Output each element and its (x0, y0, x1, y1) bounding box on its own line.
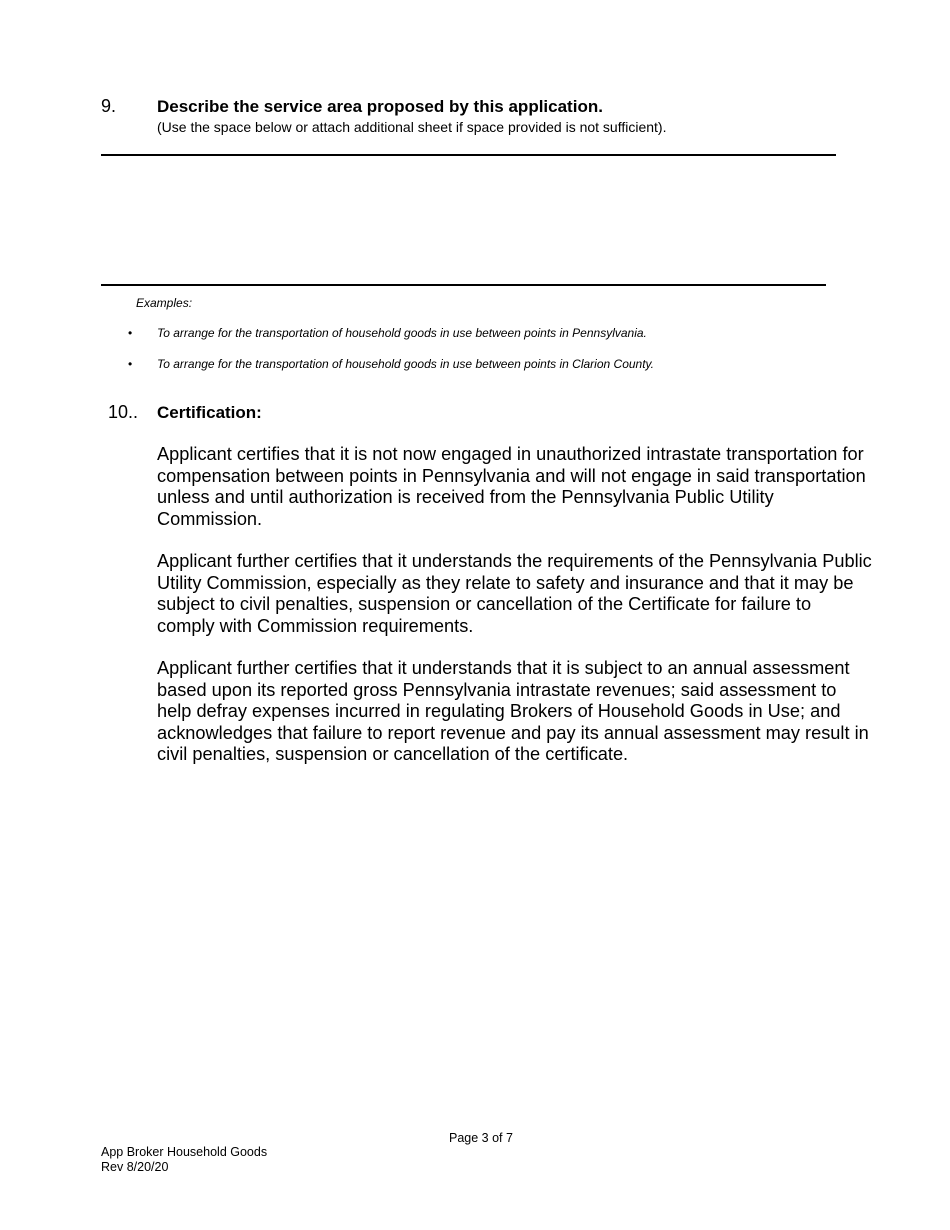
section-9-number: 9. (101, 96, 117, 116)
form-name: App Broker Household Goods (101, 1145, 268, 1159)
example-item (128, 326, 647, 340)
bullet-icon: • (128, 357, 133, 371)
section-9-heading: Describe the service area proposed by this application. (157, 97, 603, 116)
section-10-heading: Certification: (157, 403, 262, 422)
example-text: To arrange for the transportation of household goods in use between points in Pennsylvania. (157, 326, 647, 340)
example-text: To arrange for the transportation of household goods in use between points in Clarion County. (157, 357, 654, 371)
section-10-number: 10.. (108, 402, 139, 422)
examples-label: Examples: (136, 296, 193, 310)
certification-paragraph: Applicant further certifies that it understands the requirements of the Pennsylvania Public Utility Commission, especially as they relate to safety and insurance and that it may be subject to civil penalties, suspension or cancellation of the Certificate for failure to comply with Commission requirements. (157, 551, 872, 636)
service-area-answer-field[interactable] (101, 158, 826, 280)
page-number: Page 3 of 7 (449, 1131, 513, 1145)
answer-top-rule (101, 154, 836, 156)
bullet-icon: • (128, 326, 133, 340)
certification-paragraph: Applicant certifies that it is not now engaged in unauthorized intrastate transportation for compensation between points in Pennsylvania and will not engage in said transportation unless and until authorization is received from the Pennsylvania Public Utility Commission. (157, 444, 866, 529)
answer-bottom-rule (101, 284, 826, 286)
form-revision: Rev 8/20/20 (101, 1160, 169, 1174)
section-9-instructions: (Use the space below or attach additional sheet if space provided is not sufficient). (157, 119, 667, 135)
footer-form-info (101, 1145, 267, 1175)
certification-paragraph: Applicant further certifies that it understands that it is subject to an annual assessment based upon its reported gross Pennsylvania intrastate revenues; said assessment to help defray expenses incurred in regulating Brokers of Household Goods in Use; and acknowledges that failure to report revenue and pay its annual assessment may result in civil penalties, suspension or cancellation of the certificate. (157, 658, 869, 764)
example-item (128, 357, 654, 371)
